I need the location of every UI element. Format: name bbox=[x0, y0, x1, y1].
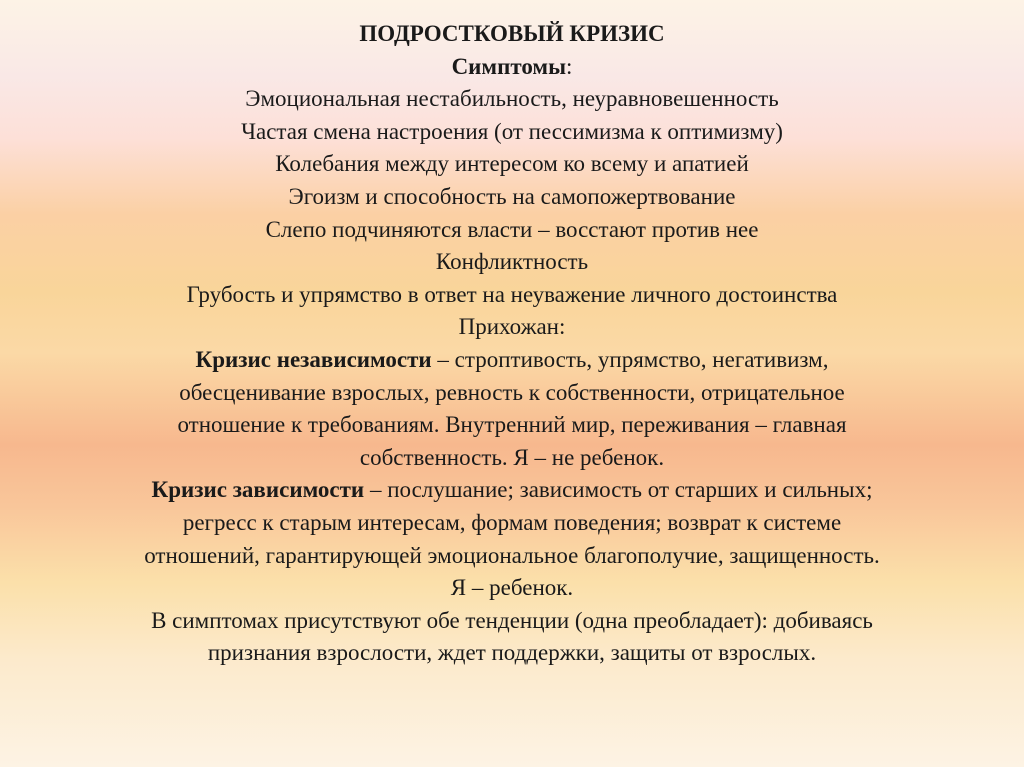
independence-line: обесценивание взрослых, ревность к собственности, отрицательное bbox=[179, 379, 845, 405]
dependence-line: регресс к старым интересам, формам поведения; возврат к системе bbox=[182, 509, 842, 535]
independence-line bbox=[40, 344, 984, 377]
symptoms-label: Симптомы bbox=[451, 53, 567, 79]
symptom-item: Частая смена настроения (от пессимизма к оптимизму) bbox=[241, 118, 783, 144]
conclusion-line: признания взрослости, ждет поддержки, защиты от взрослых. bbox=[207, 640, 817, 666]
symptom-item: Грубость и упрямство в ответ на неуважение личного достоинства bbox=[186, 281, 838, 307]
symptoms-colon: : bbox=[566, 53, 573, 79]
independence-text: – строптивость, упрямство, негативизм, bbox=[431, 346, 829, 372]
symptoms-heading bbox=[40, 51, 984, 84]
symptom-item: Конфликтность bbox=[435, 249, 589, 275]
dependence-text: – послушание; зависимость от старших и сильных; bbox=[364, 477, 873, 503]
slide-title: ПОДРОСТКОВЫЙ КРИЗИС bbox=[359, 21, 665, 46]
symptom-item: Эгоизм и способность на самопожертвование bbox=[288, 183, 736, 209]
dependence-line: Я – ребенок. bbox=[450, 575, 574, 601]
source-label: Прихожан: bbox=[458, 314, 566, 340]
independence-line: отношение к требованиям. Внутренний мир, переживания – главная bbox=[177, 412, 847, 438]
symptom-item: Слепо подчиняются власти – восстают против нее bbox=[265, 216, 759, 242]
conclusion-line: В симптомах присутствуют обе тенденции (одна преобладает): добиваясь bbox=[151, 607, 873, 633]
independence-line: собственность. Я – не ребенок. bbox=[359, 444, 665, 470]
dependence-line bbox=[40, 474, 984, 507]
symptom-item: Эмоциональная нестабильность, неуравновешенность bbox=[245, 86, 779, 112]
symptom-item: Колебания между интересом ко всему и апатией bbox=[275, 151, 749, 177]
dependence-term: Кризис зависимости bbox=[151, 477, 365, 503]
independence-term: Кризис независимости bbox=[195, 346, 432, 372]
dependence-line: отношений, гарантирующей эмоциональное благополучие, защищенность. bbox=[144, 542, 880, 568]
slide-content bbox=[40, 18, 984, 670]
